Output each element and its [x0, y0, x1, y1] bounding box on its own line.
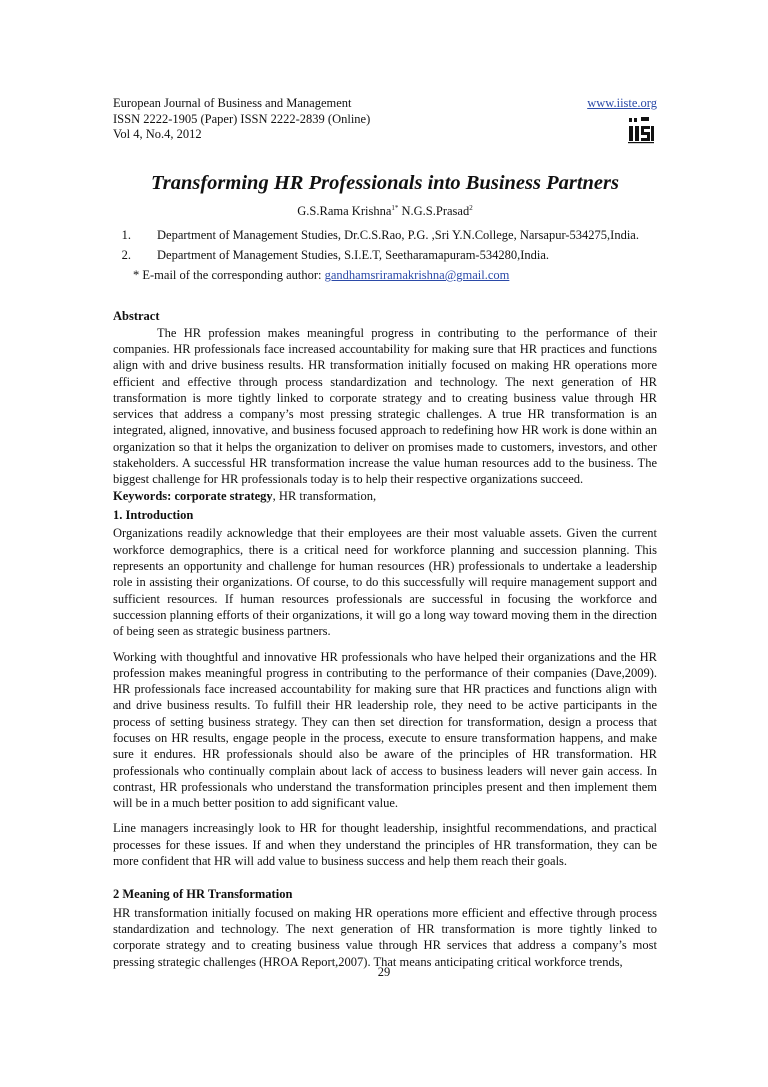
- journal-header: [113, 96, 657, 148]
- abstract-heading: Abstract: [113, 309, 160, 324]
- keywords-label: Keywords:: [113, 488, 172, 503]
- paragraph: HR transformation initially focused on making HR operations more efficient and effective through process standardization and technology. The next generation of HR transformation is more tightly linked to corporate strategy and to creating business value through HR services that address a company’s most pressing strategic challenges (HROA Report,2007). That means anticipating critical workforce trends,: [113, 905, 657, 969]
- affiliation-number: 2.: [121, 248, 131, 263]
- iiste-logo: [626, 116, 656, 144]
- paragraph: Working with thoughtful and innovative HR professionals who have helped their organizations and the HR profession makes meaningful progress in contributing to the performance of their companies (Dave,2009). HR professionals face increased accountability for making sure that HR practices and functions align with and drive business results. To fulfill their HR leadership role, they need to be active participants in the process of setting business strategy. They can then set direction for transformation, design a process that focuses on HR results, engage people in the process, execute to ensure transformation happens, and make sure it endures. HR professionals should also be aware of the principles of HR transformation. HR professionals who continually complain about lack of access to business leaders will never gain access. In contrast, HR professionals who understand the transformation principles present and then implement them will be in a much better position to add significant value.: [113, 649, 657, 811]
- author-superscript: 1*: [391, 204, 399, 212]
- keywords-line: [113, 488, 657, 504]
- affiliation-text: Department of Management Studies, Dr.C.S.Rao, P.G. ,Sri Y.N.College, Narsapur-534275,India.: [157, 228, 639, 243]
- email-label: * E-mail of the corresponding author:: [133, 268, 325, 283]
- author-line: [113, 201, 657, 219]
- paper-page: [113, 96, 657, 970]
- author-name: G.S.Rama Krishna: [297, 204, 392, 219]
- affiliation-item: [113, 225, 657, 245]
- paragraph: Line managers increasingly look to HR for thought leadership, insightful recommendations, and practical processes for these issues. If and when they understand the principles of HR transformation, they can be more confident that HR will add value to business success and help them reach their goals.: [113, 821, 657, 869]
- affiliation-text: Department of Management Studies, S.I.E.T, Seetharamapuram-534280,India.: [157, 248, 550, 263]
- affiliation-list: [113, 225, 657, 265]
- paragraph: Organizations readily acknowledge that their employees are their most valuable assets. Given the current workforce demographics, there is a critical need for workforce planning and succession planning. This represents an opportunity and challenge for human resources (HR) professionals to undertake a leadership role in assisting their organizations. Of course, to do this successfully will require management support and sufficient resources. If human resources professionals are successful in focusing the workforce and succession planning efforts of their organizations, it will go a long way toward moving them in the direction of being seen as strategic business partners.: [113, 526, 657, 639]
- email-link[interactable]: gandhamsriramakrishna@gmail.com: [324, 268, 510, 283]
- section-heading-introduction: 1. Introduction: [113, 507, 194, 522]
- journal-url-link[interactable]: www.iiste.org: [587, 96, 657, 110]
- journal-volume: Vol 4, No.4, 2012: [113, 127, 202, 141]
- author-name: N.G.S.Prasad: [401, 204, 470, 219]
- abstract-text: The HR profession makes meaningful progress in contributing to the performance of their companies. HR professionals face increased accountability for making sure that HR practices and functions align with and drive business results. HR transformation initially focused on making HR operations more efficient and effective through process standardization and technology. The next generation of HR transformation is more tightly linked to corporate strategy and to creating business value through HR services that address a company’s most pressing strategic challenges. A true HR transformation is an integrated, aligned, innovative, and business focused approach to redefining how HR work is done within an organization so that it helps the organization to deliver on promises made to customers, investors, and other stakeholders. A successful HR transformation increase the value human resources add to the business. The biggest challenge for HR professionals today is to help their respective organizations succeed.: [113, 325, 657, 487]
- journal-name: European Journal of Business and Management: [113, 96, 352, 110]
- page-number: 29: [377, 965, 391, 979]
- section-heading-meaning: 2 Meaning of HR Transformation: [113, 887, 293, 902]
- keywords-rest: , HR transformation,: [272, 488, 377, 503]
- paper-title: Transforming HR Professionals into Business Partners: [150, 172, 619, 194]
- affiliation-number: 1.: [121, 228, 131, 243]
- corresponding-email: [113, 265, 657, 285]
- affiliation-item: [113, 245, 657, 265]
- author-superscript: 2: [469, 204, 473, 212]
- journal-issn: ISSN 2222-1905 (Paper) ISSN 2222-2839 (Online): [113, 111, 371, 126]
- keyword-bold: corporate strategy: [174, 488, 273, 503]
